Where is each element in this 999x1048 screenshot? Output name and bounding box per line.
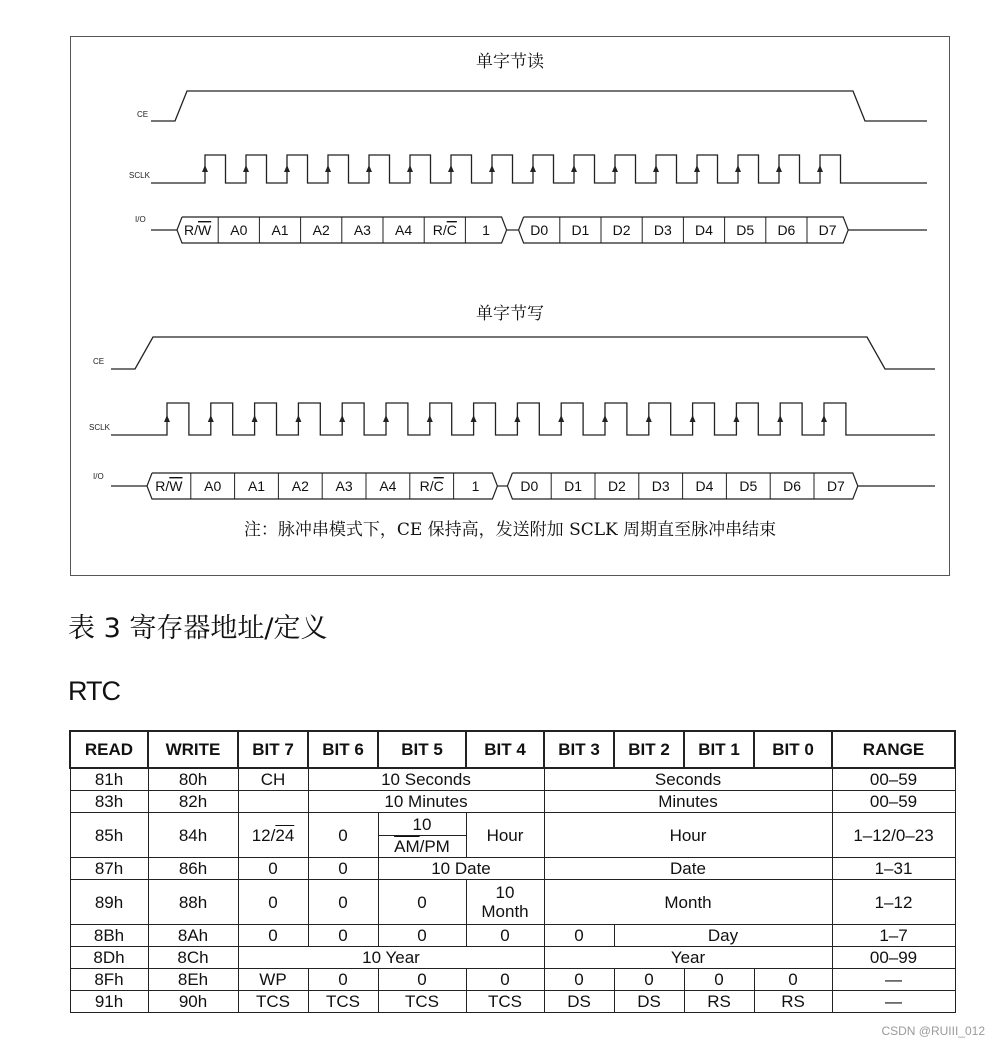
- cell-write: 8Ch: [148, 947, 238, 969]
- data-cell-label: D3: [651, 478, 670, 494]
- cell-read: 85h: [70, 813, 148, 858]
- command-cell-label: A1: [247, 478, 266, 494]
- register-table: [69, 730, 956, 1013]
- table-caption: 表 3 寄存器地址/定义: [68, 613, 328, 644]
- cell-bit4: 0: [466, 925, 544, 947]
- cell-bit4: 0: [466, 969, 544, 991]
- cell-bit7: WP: [238, 969, 308, 991]
- table-row-seconds: [70, 768, 955, 791]
- cell-minutes: Minutes: [544, 791, 832, 813]
- read-io-label: I/O: [135, 215, 146, 224]
- cell-write: 84h: [148, 813, 238, 858]
- am-overbar: $\overline{AM}$: [394, 836, 420, 856]
- data-cell-label: D5: [736, 222, 755, 238]
- read-ce-label: CE: [137, 110, 149, 119]
- data-cell-label: D0: [530, 222, 549, 238]
- cell-bit7: TCS: [238, 991, 308, 1013]
- cell-bit0: 0: [754, 969, 832, 991]
- cell-bit7: CH: [238, 768, 308, 791]
- cell-range: —: [832, 969, 955, 991]
- data-cell-label: D6: [777, 222, 796, 238]
- cell-bit6: 0: [308, 858, 378, 880]
- header-cell: READ: [70, 731, 148, 768]
- cell-ten-month: [466, 880, 544, 925]
- cell-read: 8Fh: [70, 969, 148, 991]
- cell-range: 1–12: [832, 880, 955, 925]
- data-cell-label: D1: [571, 222, 590, 238]
- cell-bit5: 0: [378, 969, 466, 991]
- header-cell: BIT 6: [308, 731, 378, 768]
- table-row-trickle-charger: [70, 991, 955, 1013]
- data-cell-label: D1: [564, 478, 583, 494]
- cell-range: 00–59: [832, 768, 955, 791]
- cell-bit6: 0: [308, 813, 378, 858]
- command-cell-label: 1: [471, 478, 480, 494]
- table-row-month: [70, 880, 955, 925]
- burst-mode-note: 注：脉冲串模式下，CE 保持高，发送附加 SCLK 周期直至脉冲串结束: [243, 520, 777, 540]
- cell-read: 83h: [70, 791, 148, 813]
- cell-bit1: 0: [684, 969, 754, 991]
- cell-bit7: 0: [238, 858, 308, 880]
- am-pm-label: [379, 836, 466, 857]
- command-cell-label: R/C: [432, 222, 457, 238]
- read-sclk-waveform: [151, 155, 927, 183]
- pm-text: /PM: [419, 836, 450, 856]
- data-cell-label: D6: [783, 478, 802, 494]
- data-cell-label: D4: [695, 222, 713, 238]
- table-row-year: [70, 947, 955, 969]
- cell-write: 8Eh: [148, 969, 238, 991]
- cell-bit2: 0: [614, 969, 684, 991]
- header-cell: BIT 3: [544, 731, 614, 768]
- data-cell-label: D3: [653, 222, 672, 238]
- command-cell-label: A1: [271, 222, 289, 238]
- data-cell-label: D2: [607, 478, 626, 494]
- cell-bit6: TCS: [308, 991, 378, 1013]
- command-cell-label: 1: [482, 222, 490, 238]
- cell-bit4-hour: Hour: [466, 813, 544, 858]
- cell-bit2: DS: [614, 991, 684, 1013]
- cell-date: Date: [544, 858, 832, 880]
- cell-write: 8Ah: [148, 925, 238, 947]
- command-cell-label: R/W: [155, 478, 183, 494]
- command-cell-label: R/C: [419, 478, 444, 494]
- cell-hour: Hour: [544, 813, 832, 858]
- table-row-date: [70, 858, 955, 880]
- cell-bit3: DS: [544, 991, 614, 1013]
- data-cell-label: D0: [520, 478, 539, 494]
- read-ce-waveform: [151, 91, 927, 121]
- ten-text: 10: [495, 883, 515, 902]
- cell-bit0: RS: [754, 991, 832, 1013]
- header-cell: BIT 7: [238, 731, 308, 768]
- cell-write: 86h: [148, 858, 238, 880]
- command-cell-label: R/W: [183, 222, 212, 238]
- cell-range: 00–59: [832, 791, 955, 813]
- timing-diagram-panel: [70, 36, 950, 576]
- cell-read: 81h: [70, 768, 148, 791]
- cell-read: 87h: [70, 858, 148, 880]
- read-io-bus: [151, 217, 927, 243]
- write-io-bus: [111, 473, 935, 499]
- ten-hour-label: 10: [379, 814, 466, 836]
- cell-range: —: [832, 991, 955, 1013]
- sclk-line: [151, 155, 927, 183]
- cell-bit3: 0: [544, 925, 614, 947]
- timing-waveforms: [71, 37, 951, 577]
- cell-bit5-ampm: [378, 813, 466, 858]
- write-sclk-label: SCLK: [89, 423, 110, 432]
- write-ce-label: CE: [93, 357, 105, 366]
- table-row-control: [70, 969, 955, 991]
- cell-read: 89h: [70, 880, 148, 925]
- cell-ten-minutes: 10 Minutes: [308, 791, 544, 813]
- header-cell: BIT 2: [614, 731, 684, 768]
- cell-range: 1–31: [832, 858, 955, 880]
- read-diagram-title: 单字节读: [476, 52, 544, 72]
- cell-read: 91h: [70, 991, 148, 1013]
- cell-write: 90h: [148, 991, 238, 1013]
- table-row-day: [70, 925, 955, 947]
- cell-year: Year: [544, 947, 832, 969]
- watermark: CSDN @RUIII_012: [881, 1024, 985, 1038]
- write-io-label: I/O: [93, 472, 104, 481]
- cell-bit7-12-24: [238, 813, 308, 858]
- cell-ten-date: 10 Date: [378, 858, 544, 880]
- cell-bit7: 0: [238, 880, 308, 925]
- cell-month: Month: [544, 880, 832, 925]
- cell-write: 88h: [148, 880, 238, 925]
- header-cell: BIT 5: [378, 731, 466, 768]
- command-cell-label: A3: [353, 222, 371, 238]
- sclk-line: [111, 403, 935, 435]
- command-cell-label: A3: [335, 478, 353, 494]
- command-cell-label: A0: [230, 222, 248, 238]
- rtc-heading: RTC: [68, 676, 121, 706]
- month-text: Month: [481, 902, 529, 921]
- cell-bit1: RS: [684, 991, 754, 1013]
- header-cell: RANGE: [832, 731, 955, 768]
- data-cell-label: D7: [818, 222, 837, 238]
- cell-bit7: 0: [238, 925, 308, 947]
- cell-ten-year: 10 Year: [238, 947, 544, 969]
- cell-bit7: [238, 791, 308, 813]
- cell-read: 8Bh: [70, 925, 148, 947]
- data-cell-label: D2: [612, 222, 631, 238]
- header-cell: WRITE: [148, 731, 238, 768]
- write-sclk-waveform: [111, 403, 935, 435]
- cell-ten-seconds: 10 Seconds: [308, 768, 544, 791]
- data-cell-label: D7: [826, 478, 845, 494]
- command-cell-label: A0: [204, 478, 222, 494]
- cell-range: 1–7: [832, 925, 955, 947]
- cell-bit3: 0: [544, 969, 614, 991]
- header-cell: BIT 0: [754, 731, 832, 768]
- table-header-row: [70, 731, 955, 768]
- command-cell-label: A4: [379, 478, 397, 494]
- cell-write: 80h: [148, 768, 238, 791]
- data-cell-label: D4: [695, 478, 714, 494]
- cell-bit5: TCS: [378, 991, 466, 1013]
- cell-bit5: 0: [378, 925, 466, 947]
- cell-seconds: Seconds: [544, 768, 832, 791]
- text-24-overbar: 24: [275, 825, 295, 845]
- cell-bit4: TCS: [466, 991, 544, 1013]
- command-cell-label: A4: [395, 222, 413, 238]
- cell-range: 1–12/0–23: [832, 813, 955, 858]
- write-ce-waveform: [111, 337, 935, 369]
- header-cell: BIT 1: [684, 731, 754, 768]
- cell-bit6: 0: [308, 925, 378, 947]
- table-row-minutes: [70, 791, 955, 813]
- cell-bit6: 0: [308, 969, 378, 991]
- cell-bit5: 0: [378, 880, 466, 925]
- table-row-hour: [70, 813, 955, 858]
- command-cell-label: A2: [291, 478, 309, 494]
- read-sclk-label: SCLK: [129, 171, 150, 180]
- data-cell-label: D5: [739, 478, 758, 494]
- command-cell-label: A2: [312, 222, 330, 238]
- text-12: 12/: [251, 825, 276, 845]
- cell-write: 82h: [148, 791, 238, 813]
- write-diagram-title: 单字节写: [476, 304, 544, 324]
- cell-bit6: 0: [308, 880, 378, 925]
- cell-read: 8Dh: [70, 947, 148, 969]
- header-cell: BIT 4: [466, 731, 544, 768]
- cell-range: 00–99: [832, 947, 955, 969]
- cell-day: Day: [614, 925, 832, 947]
